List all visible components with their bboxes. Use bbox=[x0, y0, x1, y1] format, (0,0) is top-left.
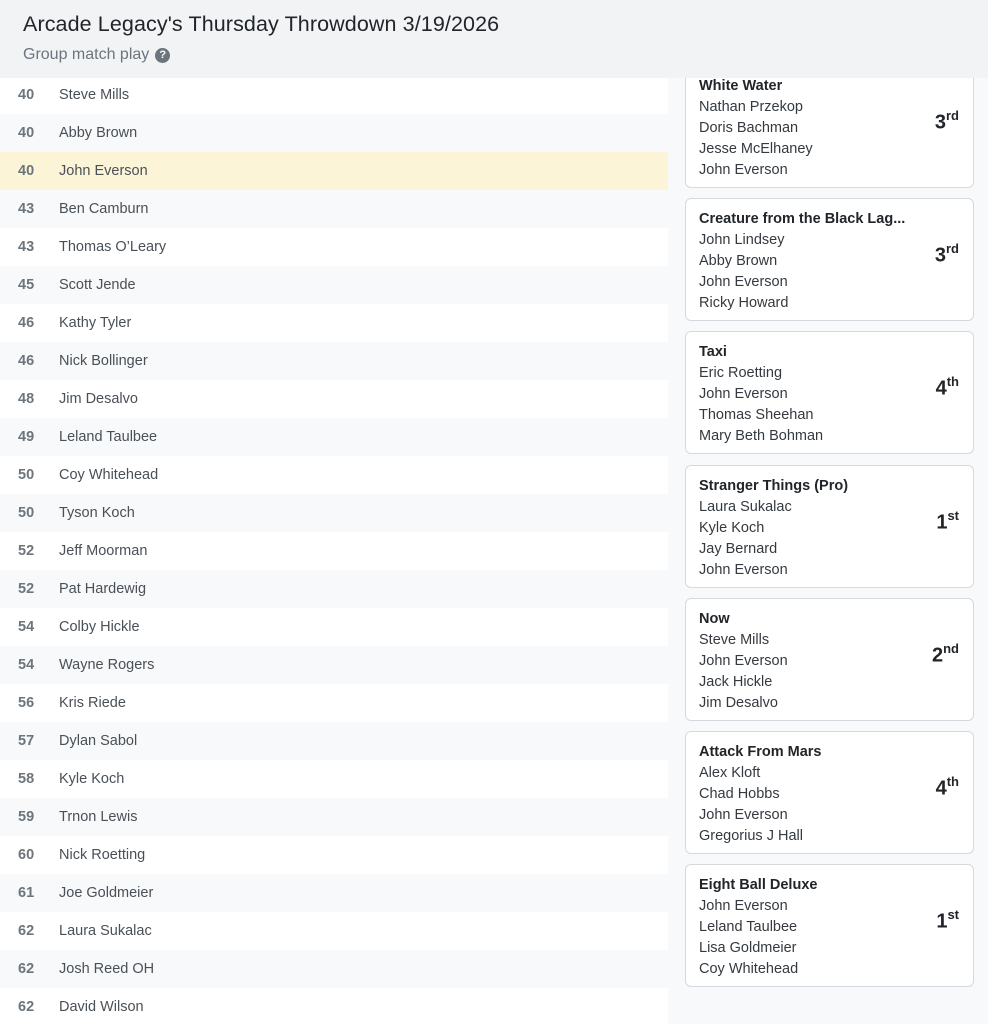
standings-row[interactable] bbox=[0, 152, 668, 190]
place-suffix: st bbox=[947, 508, 959, 523]
player-name[interactable]: Wayne Rogers bbox=[59, 657, 155, 673]
game-player: John Everson bbox=[699, 898, 788, 914]
finish-place bbox=[936, 509, 959, 535]
player-name[interactable]: Nick Roetting bbox=[59, 847, 146, 863]
standings-row[interactable] bbox=[0, 342, 668, 380]
game-player: Coy Whitehead bbox=[699, 961, 799, 977]
game-player: Jack Hickle bbox=[699, 674, 773, 690]
player-name[interactable]: John Everson bbox=[59, 163, 148, 179]
player-position: 62 bbox=[18, 999, 35, 1015]
game-player: John Everson bbox=[699, 386, 788, 402]
player-position: 61 bbox=[18, 885, 35, 901]
player-name[interactable]: Steve Mills bbox=[59, 87, 130, 103]
game-title: Taxi bbox=[699, 344, 727, 360]
player-name[interactable]: Dylan Sabol bbox=[59, 733, 138, 749]
place-number: 4 bbox=[935, 377, 947, 400]
standings-row[interactable] bbox=[0, 722, 668, 760]
place-suffix: th bbox=[946, 374, 959, 389]
player-position: 48 bbox=[18, 391, 35, 407]
game-title: Eight Ball Deluxe bbox=[699, 877, 818, 893]
player-name[interactable]: Laura Sukalac bbox=[59, 923, 152, 939]
game-player: John Lindsey bbox=[699, 232, 785, 248]
page-subtitle bbox=[23, 46, 965, 64]
standings-row[interactable] bbox=[0, 532, 668, 570]
player-name[interactable]: Leland Taulbee bbox=[59, 429, 158, 445]
standings-row[interactable] bbox=[0, 380, 668, 418]
standings-row[interactable] bbox=[0, 190, 668, 228]
place-suffix: rd bbox=[946, 108, 959, 123]
standings-row[interactable] bbox=[0, 418, 668, 456]
place-number: 3 bbox=[934, 244, 946, 267]
standings-row[interactable] bbox=[0, 988, 668, 1024]
finish-place bbox=[935, 109, 959, 135]
game-player: Gregorius J Hall bbox=[699, 828, 803, 844]
game-player: John Everson bbox=[699, 653, 788, 669]
game-player: Abby Brown bbox=[699, 253, 778, 269]
player-position: 52 bbox=[18, 581, 35, 597]
place-suffix: st bbox=[947, 907, 959, 922]
game-player: Chad Hobbs bbox=[699, 786, 780, 802]
game-card[interactable] bbox=[685, 864, 974, 987]
game-player: Doris Bachman bbox=[699, 120, 799, 136]
standings-row[interactable] bbox=[0, 266, 668, 304]
player-position: 54 bbox=[18, 619, 35, 635]
player-position: 45 bbox=[18, 277, 35, 293]
player-position: 52 bbox=[18, 543, 35, 559]
place-suffix: nd bbox=[943, 641, 959, 656]
player-name[interactable]: Kris Riede bbox=[59, 695, 126, 711]
question-circle-icon[interactable]: ? bbox=[155, 48, 170, 63]
player-position: 49 bbox=[18, 429, 35, 445]
game-player: Ricky Howard bbox=[699, 295, 789, 311]
player-name[interactable]: Jim Desalvo bbox=[59, 391, 138, 407]
player-position: 43 bbox=[18, 239, 35, 255]
place-number: 2 bbox=[931, 644, 944, 667]
place-number: 1 bbox=[936, 511, 948, 534]
player-name[interactable]: Trnon Lewis bbox=[59, 809, 138, 825]
game-card[interactable] bbox=[685, 731, 974, 854]
game-player: John Everson bbox=[699, 562, 788, 578]
place-number: 4 bbox=[935, 777, 947, 800]
game-title: Stranger Things (Pro) bbox=[699, 478, 849, 494]
player-position: 40 bbox=[18, 125, 35, 141]
finish-place bbox=[932, 642, 959, 668]
standings-row[interactable] bbox=[0, 570, 668, 608]
player-position: 62 bbox=[18, 923, 35, 939]
format-label: Group match play bbox=[23, 46, 150, 63]
player-name[interactable]: Tyson Koch bbox=[59, 505, 135, 521]
standings-row[interactable] bbox=[0, 646, 668, 684]
game-player: John Everson bbox=[699, 162, 788, 178]
player-position: 59 bbox=[18, 809, 35, 825]
standings-list bbox=[0, 78, 668, 1024]
game-card[interactable] bbox=[685, 198, 974, 321]
player-position: 56 bbox=[18, 695, 35, 711]
player-position: 40 bbox=[18, 87, 35, 103]
game-player: John Everson bbox=[699, 274, 788, 290]
player-position: 57 bbox=[18, 733, 35, 749]
game-card[interactable] bbox=[685, 598, 974, 721]
game-title: Creature from the Black Lag... bbox=[699, 211, 906, 227]
game-player: Lisa Goldmeier bbox=[699, 940, 797, 956]
player-name[interactable]: Coy Whitehead bbox=[59, 467, 159, 483]
player-position: 58 bbox=[18, 771, 35, 787]
player-position: 50 bbox=[18, 467, 35, 483]
player-name[interactable]: Abby Brown bbox=[59, 125, 138, 141]
game-title: Now bbox=[699, 611, 730, 627]
player-position: 50 bbox=[18, 505, 35, 521]
game-title: White Water bbox=[699, 78, 783, 94]
game-player: Mary Beth Bohman bbox=[699, 428, 824, 444]
player-position: 46 bbox=[18, 315, 35, 331]
standings-row[interactable] bbox=[0, 494, 668, 532]
game-card[interactable] bbox=[685, 78, 974, 188]
player-name[interactable]: Kathy Tyler bbox=[59, 315, 132, 331]
game-card[interactable] bbox=[685, 331, 974, 454]
game-title: Attack From Mars bbox=[699, 744, 822, 760]
game-player: Alex Kloft bbox=[699, 765, 761, 781]
game-player: John Everson bbox=[699, 807, 788, 823]
standings-row[interactable] bbox=[0, 228, 668, 266]
place-suffix: th bbox=[946, 774, 959, 789]
finish-place bbox=[936, 908, 959, 934]
player-position: 40 bbox=[18, 163, 35, 179]
place-number: 3 bbox=[934, 111, 946, 134]
player-name[interactable]: Kyle Koch bbox=[59, 771, 125, 787]
place-number: 1 bbox=[936, 910, 948, 933]
standings-row[interactable] bbox=[0, 836, 668, 874]
player-name[interactable]: Nick Bollinger bbox=[59, 353, 148, 369]
player-position: 62 bbox=[18, 961, 35, 977]
standings-rows bbox=[0, 78, 668, 1024]
game-player: Jim Desalvo bbox=[699, 695, 778, 711]
standings-row[interactable] bbox=[0, 798, 668, 836]
game-player: Jay Bernard bbox=[699, 541, 778, 557]
player-name[interactable]: Scott Jende bbox=[59, 277, 136, 293]
player-name[interactable]: Joe Goldmeier bbox=[59, 885, 154, 901]
page-title: Arcade Legacy's Thursday Throwdown 3/19/2026 bbox=[23, 12, 500, 36]
standings-row[interactable] bbox=[0, 456, 668, 494]
standings-row[interactable] bbox=[0, 78, 668, 114]
game-player: Jesse McElhaney bbox=[699, 141, 813, 157]
player-games-panel bbox=[668, 78, 988, 1024]
finish-place bbox=[936, 775, 959, 801]
place-suffix: rd bbox=[946, 241, 959, 256]
game-card[interactable] bbox=[685, 465, 974, 588]
player-name[interactable]: Josh Reed OH bbox=[59, 961, 155, 977]
player-name[interactable]: Jeff Moorman bbox=[59, 543, 148, 559]
player-position: 43 bbox=[18, 201, 35, 217]
finish-place bbox=[936, 375, 959, 401]
standings-row[interactable] bbox=[0, 950, 668, 988]
player-name[interactable]: David Wilson bbox=[59, 999, 144, 1015]
page-header bbox=[0, 0, 988, 78]
game-player: Steve Mills bbox=[699, 632, 770, 648]
standings-row[interactable] bbox=[0, 874, 668, 912]
game-player: Thomas Sheehan bbox=[699, 407, 814, 423]
player-name[interactable]: Thomas O’Leary bbox=[59, 239, 167, 255]
standings-row[interactable] bbox=[0, 608, 668, 646]
game-player: Laura Sukalac bbox=[699, 499, 792, 515]
player-position: 60 bbox=[18, 847, 35, 863]
player-name[interactable]: Colby Hickle bbox=[59, 619, 140, 635]
standings-row[interactable] bbox=[0, 304, 668, 342]
player-name[interactable]: Ben Camburn bbox=[59, 201, 149, 217]
game-player: Nathan Przekop bbox=[699, 99, 803, 115]
player-position: 46 bbox=[18, 353, 35, 369]
standings-row[interactable] bbox=[0, 114, 668, 152]
player-position: 54 bbox=[18, 657, 35, 673]
standings-row[interactable] bbox=[0, 684, 668, 722]
finish-place bbox=[935, 242, 959, 268]
standings-row[interactable] bbox=[0, 760, 668, 798]
game-player: Leland Taulbee bbox=[699, 919, 798, 935]
game-player: Eric Roetting bbox=[699, 365, 783, 381]
player-name[interactable]: Pat Hardewig bbox=[59, 581, 147, 597]
standings-row[interactable] bbox=[0, 912, 668, 950]
game-player: Kyle Koch bbox=[699, 520, 765, 536]
